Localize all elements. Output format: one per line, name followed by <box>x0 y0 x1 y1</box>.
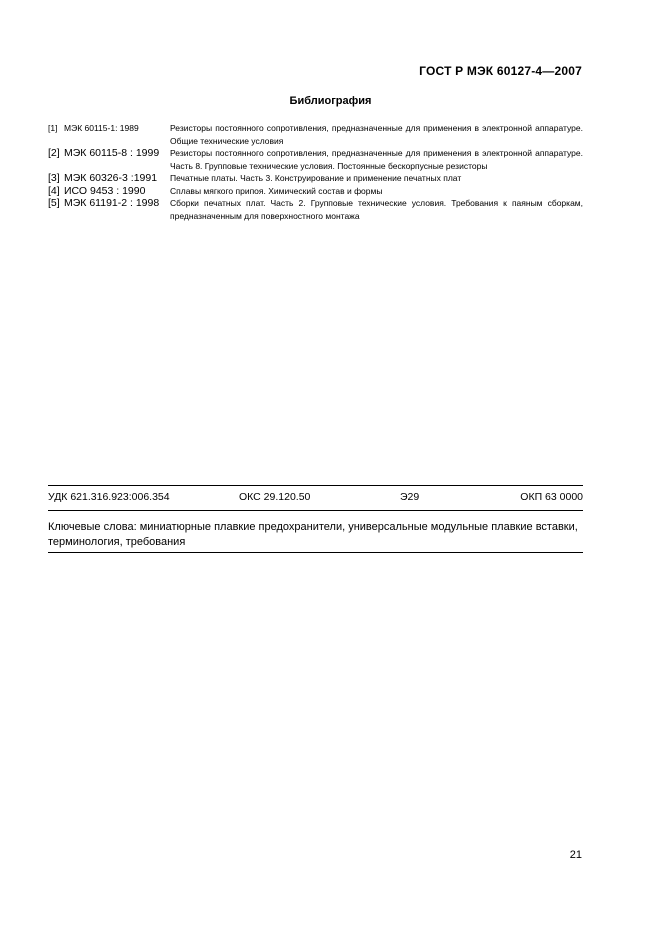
bottom-divider <box>48 552 583 553</box>
ref-description: Печатные платы. Часть 3. Конструирование и применение печатных плат <box>170 173 462 183</box>
udk-code: УДК 621.316.923:006.354 <box>48 491 170 503</box>
ref-description: Резисторы постоянного сопротивления, предназначенные для применения в электронной аппаратуре. Общие технические условия <box>170 123 583 146</box>
ref-description: Резисторы постоянного сопротивления, предназначенные для применения в электронной аппаратуре. Часть 8. Групповые технические условия. Постоянные бескорпусные резисторы <box>170 148 583 171</box>
e-code: Э29 <box>400 491 420 503</box>
ref-code: МЭК 60115-1: 1989 <box>64 123 139 133</box>
middle-divider <box>48 510 583 511</box>
ref-code: МЭК 60326-3 :1991 <box>64 172 158 184</box>
top-divider <box>48 485 583 486</box>
bibliography-item <box>48 185 583 198</box>
bibliography-item <box>48 122 583 147</box>
bibliography-item <box>48 197 583 222</box>
bibliography-title: Библиография <box>289 95 372 107</box>
okp-code: ОКП 63 0000 <box>520 491 583 503</box>
ref-code: МЭК 61191-2 : 1998 <box>64 197 160 209</box>
ref-number: [4] <box>48 184 60 197</box>
bibliography-list <box>48 122 583 222</box>
page-number: 21 <box>569 849 582 861</box>
ref-number: [1] <box>48 123 58 133</box>
oks-code: ОКС 29.120.50 <box>239 491 311 503</box>
bibliography-item <box>48 172 583 185</box>
keywords-text: Ключевые слова: миниатюрные плавкие предохранители, универсальные модульные плавкие вставки, терминология, требования <box>48 521 578 548</box>
ref-description: Сплавы мягкого припоя. Химический состав и формы <box>170 185 383 196</box>
ref-number: [5] <box>48 197 60 209</box>
ref-description: Сборки печатных плат. Часть 2. Групповые технические условия. Требования к паяным сборкам, предназначенным для поверхностного монтажа <box>170 198 583 221</box>
bibliography-item <box>48 147 583 172</box>
ref-number: [3] <box>48 172 60 184</box>
standard-header: ГОСТ Р МЭК 60127-4—2007 <box>419 64 582 78</box>
ref-code: МЭК 60115-8 : 1999 <box>64 147 160 159</box>
ref-code: ИСО 9453 : 1990 <box>64 184 146 197</box>
ref-number: [2] <box>48 147 60 159</box>
